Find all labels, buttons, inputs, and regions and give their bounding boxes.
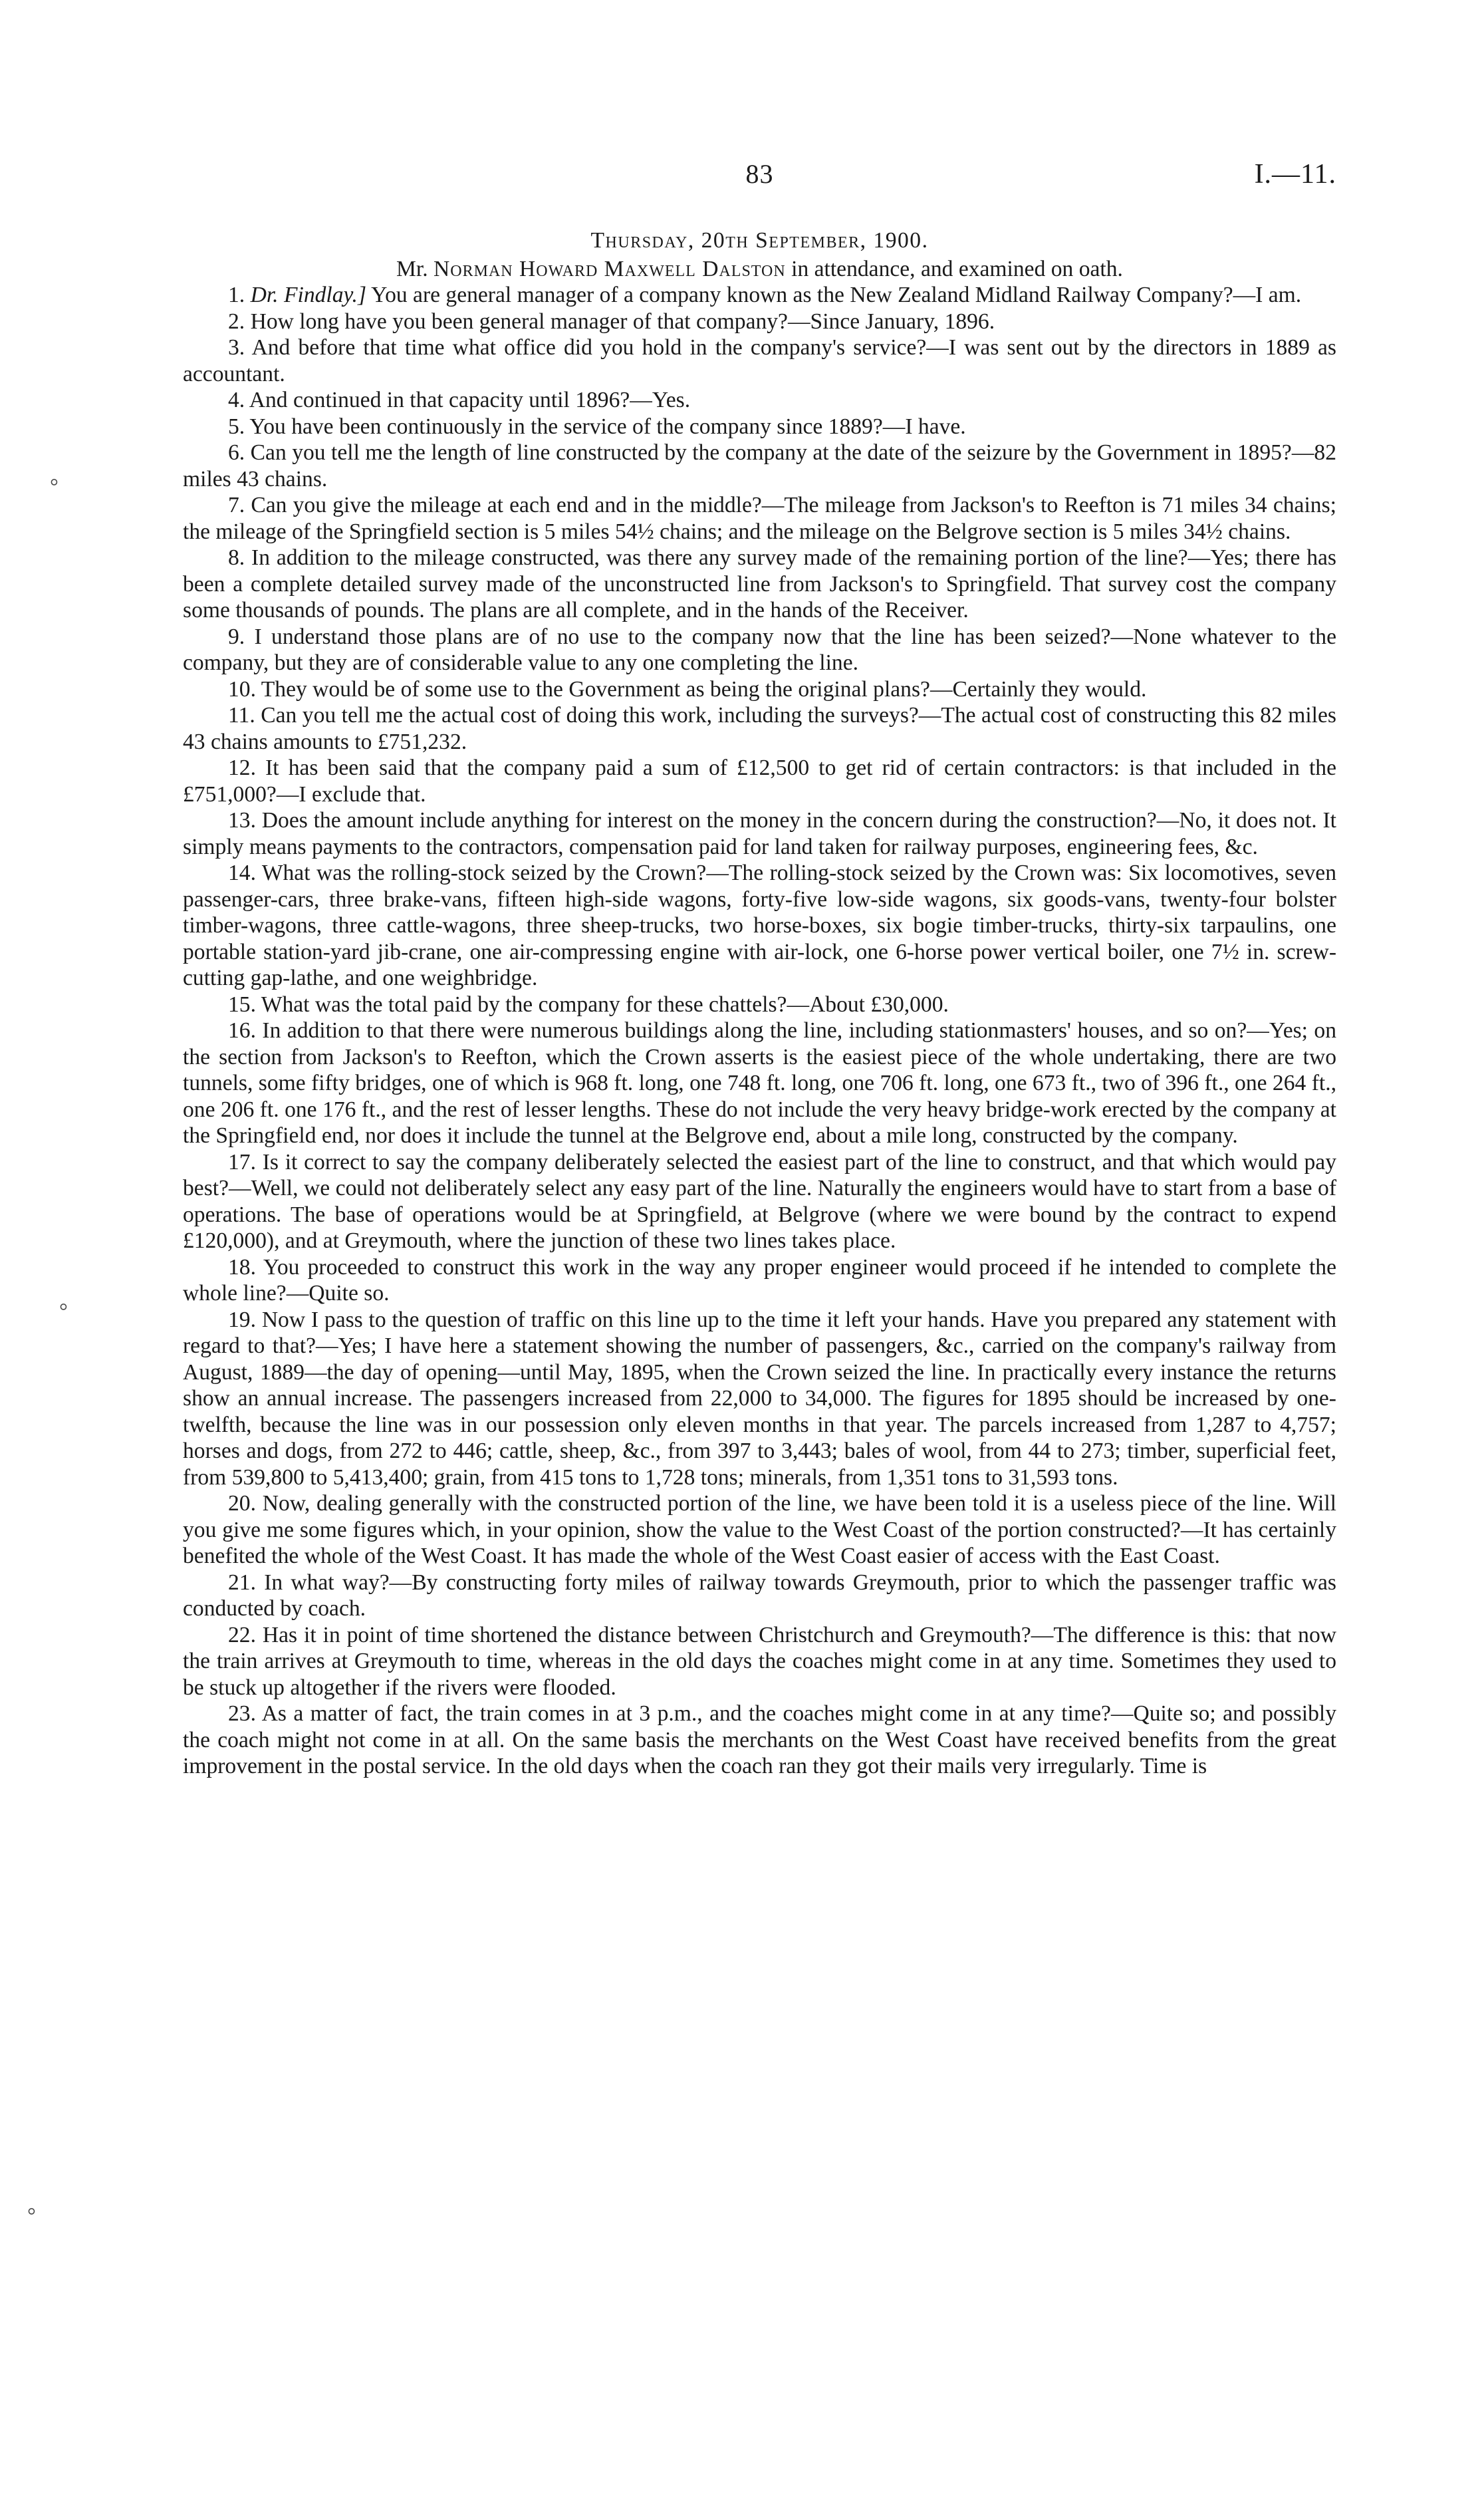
speaker-name: Dr. Findlay.] [250,283,367,307]
margin-mark: ⸰ [49,473,59,492]
testimony-paragraph [183,755,1336,807]
question-number: 20. [228,1491,256,1516]
question-answer-text: It has been said that the company paid a sum of £12,500 to get rid of certain contractors: is that included in the £751,000?—I exclude that. [183,756,1336,807]
testimony-paragraph [183,676,1336,703]
witness-name: Norman Howard Maxwell Dalston [433,256,786,281]
question-number: 18. [228,1254,256,1280]
question-number: 17. [228,1149,256,1175]
testimony-paragraph [183,1570,1336,1622]
question-number: 1. [228,283,245,307]
witness-prefix: Mr. [396,256,428,281]
question-answer-text: How long have you been general manager of that company?—Since January, 1896. [250,309,995,334]
question-answer-text: Can you tell me the length of line constructed by the company at the date of the seizure by the Government in 1895?—82 miles 43 chains. [183,440,1336,491]
page-header [183,158,1336,198]
question-number: 3. [228,335,245,360]
testimony-paragraph [183,1149,1336,1254]
question-answer-text: You have been continuously in the service of the company since 1889?—I have. [249,414,966,439]
witness-suffix: in attendance, and examined on oath. [791,256,1123,281]
question-answer-text: As a matter of fact, the train comes in at 3 p.m., and the coaches might come in at any time?—Quite so; and possibly the coach might not come in at all. On the same basis the merchants on the West Coast have received benefits from the great improvement in the postal service. In the old days when the coach ran they got their mails very irregularly. Time is [183,1701,1336,1778]
testimony-paragraph [183,1622,1336,1701]
question-number: 11. [228,703,255,728]
question-number: 15. [228,992,256,1017]
question-number: 7. [228,493,245,517]
testimony-paragraph [183,860,1336,992]
testimony-paragraph [183,807,1336,860]
question-number: 14. [228,861,256,885]
question-number: 16. [228,1018,256,1043]
testimony-paragraph [183,1490,1336,1570]
question-answer-text: Does the amount include anything for interest on the money in the concern during the construction?—No, it does not. It simply means payments to the contractors, compensation paid for land taken for railway purposes, engineering fees, &c. [183,808,1336,859]
testimony-paragraph [183,702,1336,755]
margin-mark: ⸰ [27,2202,37,2221]
question-answer-text: Is it correct to say the company deliberately selected the easiest part of the line to construct, and that which would pay best?—Well, we could not deliberately select any easy part of the line. Naturally the engineers would have to start from a base of operations. The base of operations would be at Springfield, at Belgrove (where we were bound by the contract to expend £120,000), and at Greymouth, where the junction of these two lines takes place. [183,1149,1336,1253]
session-date-heading: Thursday, 20th September, 1900. [590,228,929,253]
testimony-paragraph [183,440,1336,492]
question-number: 21. [228,1570,256,1595]
testimony-paragraph [183,387,1336,414]
question-number: 19. [228,1307,256,1332]
testimony-paragraph [183,1307,1336,1491]
testimony-paragraph [183,335,1336,387]
witness-line [183,256,1336,283]
testimony-paragraph [183,492,1336,545]
question-answer-text: And before that time what office did you hold in the company's service?—I was sent out by the directors in 1889 as accountant. [183,335,1336,386]
question-answer-text: Now I pass to the question of traffic on this line up to the time it left your hands. Have you prepared any statement with regard to that?—Yes; I have here a statement showing the number of passengers, &c., carried on the company's railway from August, 1889—the day of opening—until May, 1895, when the Crown seized the line. In practically every instance the returns show an annual increase. The passengers increased from 22,000 to 34,000. The figures for 1895 should be increased by one-twelfth, because the line was in our possession only eleven months in that year. The parcels increased from 1,287 to 4,757; horses and dogs, from 272 to 446; cattle, sheep, &c., from 397 to 3,443; bales of wool, from 44 to 273; timber, superficial feet, from 539,800 to 5,413,400; grain, from 415 tons to 1,728 tons; minerals, from 1,351 tons to 31,593 tons. [183,1307,1337,1490]
question-answer-text: Can you tell me the actual cost of doing this work, including the surveys?—The actual cost of constructing this 82 miles 43 chains amounts to £751,232. [183,703,1336,754]
question-number: 9. [228,624,245,649]
document-page [183,0,1336,2498]
question-number: 10. [228,676,256,702]
testimony-list [183,282,1336,1780]
page-number: 83 [745,159,774,189]
testimony-paragraph [183,282,1336,309]
question-number: 22. [228,1622,256,1647]
question-answer-text: What was the total paid by the company for these chattels?—About £30,000. [261,992,949,1017]
question-answer-text: I understand those plans are of no use to the company now that the line has been seized?—None whatever to the company, but they are of considerable value to any one completing the line. [183,624,1336,675]
question-answer-text: They would be of some use to the Government as being the original plans?—Certainly they would. [261,676,1147,702]
question-number: 4. [228,388,245,412]
testimony-paragraph [183,992,1336,1018]
question-number: 23. [228,1701,256,1726]
testimony-paragraph [183,1018,1336,1149]
question-number: 13. [228,808,256,833]
question-answer-text: Now, dealing generally with the constructed portion of the line, we have been told it is a useless piece of the line. Will you give me some figures which, in your opinion, show the value to the West Coast of the portion constructed?—It has certainly benefited the whole of the West Coast. It has made the whole of the West Coast easier of access with the East Coast. [183,1491,1336,1568]
question-number: 5. [228,414,245,439]
question-answer-text: Has it in point of time shortened the distance between Christchurch and Greymouth?—The difference is this: that now the train arrives at Greymouth to time, whereas in the old days the coaches might come in at any time. Sometimes they used to be stuck up altogether if the rivers were flooded. [183,1622,1336,1700]
question-answer-text: Can you give the mileage at each end and in the middle?—The mileage from Jackson's to Reefton is 71 miles 34 chains; the mileage of the Springfield section is 5 miles 54½ chains; and the mileage on the Belgrove section is 5 miles 34½ chains. [183,493,1336,544]
question-answer-text: You proceeded to construct this work in the way any proper engineer would proceed if he intended to complete the whole line?—Quite so. [183,1254,1336,1306]
document-body [183,227,1336,1780]
testimony-paragraph [183,1254,1336,1307]
question-answer-text: You are general manager of a company known as the New Zealand Midland Railway Company?—I am. [366,283,1302,307]
testimony-paragraph [183,545,1336,624]
question-number: 12. [228,756,256,780]
document-reference: I.—11. [1254,159,1336,190]
testimony-paragraph [183,414,1336,440]
question-answer-text: What was the rolling-stock seized by the Crown?—The rolling-stock seized by the Crown was: Six locomotives, seven passenger-cars, three brake-vans, fifteen high-side wagons, forty-five low-side wagons, six goods-vans, twenty-four bolster timber-wagons, three cattle-wagons, three sheep-trucks, two horse-boxes, six bogie timber-trucks, thirty-six tarpaulins, one portable station-yard jib-crane, one air-compressing engine with air-lock, one 6-horse power vertical boiler, one 7½ in. screw-cutting gap-lathe, and one weighbridge. [183,861,1336,990]
margin-mark: ⸰ [59,1298,68,1317]
question-number: 2. [228,309,245,334]
question-answer-text: In what way?—By constructing forty miles of railway towards Greymouth, prior to which the passenger traffic was conducted by coach. [183,1570,1336,1621]
question-answer-text: And continued in that capacity until 1896?—Yes. [249,388,691,412]
testimony-paragraph [183,1701,1336,1780]
question-answer-text: In addition to that there were numerous buildings along the line, including stationmasters' houses, and so on?—Yes; on the section from Jackson's to Reefton, which the Crown asserts is the easiest piece of the whole undertaking, there are two tunnels, some fifty bridges, one of which is 968 ft. long, one 748 ft. long, one 706 ft. long, one 673 ft., two of 396 ft., one 264 ft., one 206 ft. one 176 ft., and the rest of lesser lengths. These do not include the very heavy bridge-work erected by the company at the Springfield end, nor does it include the tunnel at the Belgrove end, about a mile long, constructed by the company. [183,1018,1336,1148]
testimony-paragraph [183,309,1336,335]
testimony-paragraph [183,624,1336,676]
question-number: 6. [228,440,245,465]
question-answer-text: In addition to the mileage constructed, was there any survey made of the remaining portion of the line?—Yes; there has been a complete detailed survey made of the unconstructed line from Jackson's to Springfield. That survey cost the company some thousands of pounds. The plans are all complete, and in the hands of the Receiver. [183,545,1336,623]
question-number: 8. [228,545,245,570]
